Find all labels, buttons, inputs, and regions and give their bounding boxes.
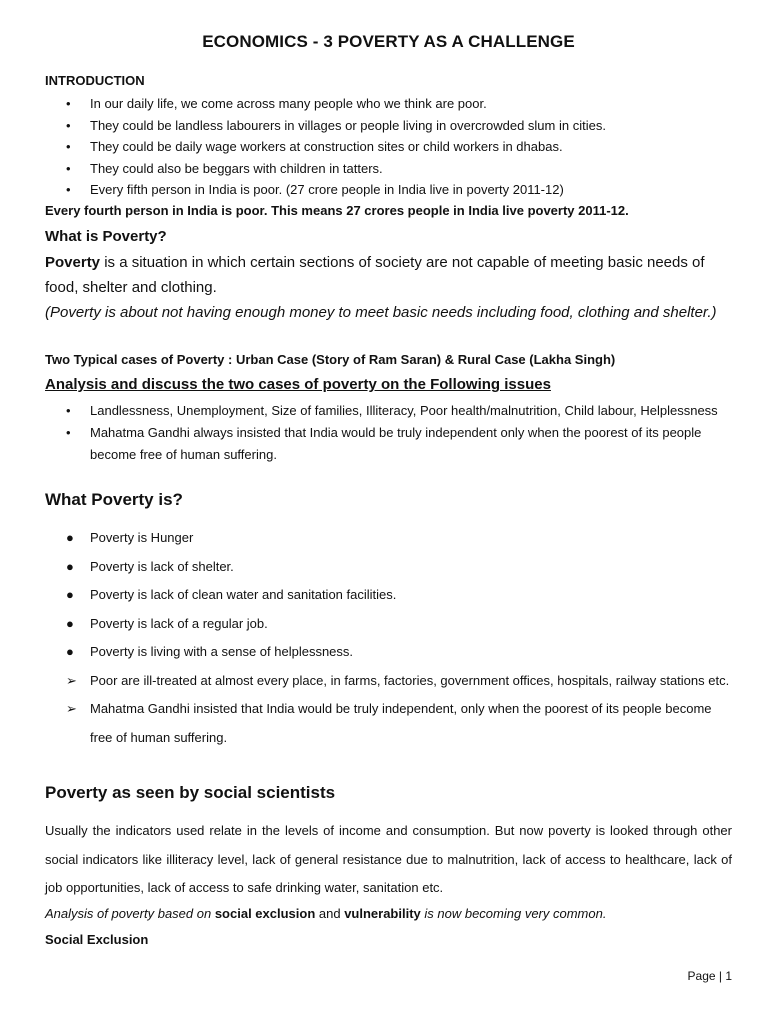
page-number: Page | 1 — [687, 969, 732, 983]
list-item: ● Poverty is living with a sense of helplessness. — [45, 638, 732, 667]
intro-list — [45, 93, 732, 201]
list-item: ➢ Mahatma Gandhi insisted that India would be truly independent, only when the poorest of its people become free of human suffering. — [45, 695, 732, 752]
list-item: ● Poverty is lack of shelter. — [45, 553, 732, 582]
list-item: ➢ Poor are ill-treated at almost every place, in farms, factories, government offices, hospitals, railway stations etc. — [45, 667, 732, 696]
what-poverty-is-heading: What Poverty is? — [45, 490, 183, 509]
bullet-icon: • — [66, 96, 71, 111]
what-is-poverty-heading: What is Poverty? — [45, 228, 167, 245]
poverty-term: Poverty — [45, 254, 101, 271]
social-scientists-paragraph: Usually the indicators used relate in the levels of income and consumption. But now poverty is looked through other social indicators like illiteracy level, lack of general resistance due to malnutrition, lack of access to healthcare, lack of job opportunities, lack of access to safe drinking water, sanitation etc. — [45, 823, 732, 895]
page-title: ECONOMICS - 3 POVERTY AS A CHALLENGE — [202, 32, 575, 51]
social-exclusion-heading: Social Exclusion — [45, 932, 149, 947]
bullet-icon: • — [66, 403, 71, 418]
social-scientists-heading: Poverty as seen by social scientists — [45, 783, 336, 802]
list-item: • They could also be beggars with children in tatters. — [45, 158, 732, 180]
list-item: • They could be landless labourers in villages or people living in overcrowded slum in cities. — [45, 115, 732, 137]
bullet-icon: • — [66, 160, 71, 176]
bullet-icon: • — [66, 139, 71, 155]
list-item: • They could be daily wage workers at construction sites or child workers in dhabas. — [45, 136, 732, 158]
bullet-icon: • — [66, 117, 71, 133]
analysis-heading: Analysis and discuss the two cases of poverty on the Following issues — [45, 376, 551, 393]
bullet-icon: • — [66, 182, 71, 198]
arrow-bullet-icon: ➢ — [66, 672, 77, 688]
exclusion-vulnerability-line: Analysis of poverty based on social exclusion and vulnerability is now becoming very common. — [45, 906, 607, 921]
bullet-icon: • — [66, 425, 71, 440]
list-item: ● Poverty is lack of a regular job. — [45, 610, 732, 639]
dot-bullet-icon: ● — [66, 587, 74, 602]
dot-bullet-icon: ● — [66, 530, 74, 545]
list-item: • Mahatma Gandhi always insisted that India would be truly independent only when the poorest of its people become free of human suffering. — [45, 422, 732, 466]
poverty-statistic: Every fourth person in India is poor. This means 27 crores people in India live poverty 2011-12. — [45, 203, 629, 218]
what-poverty-is-list — [45, 524, 732, 752]
intro-heading: INTRODUCTION — [45, 73, 145, 88]
dot-bullet-icon: ● — [66, 558, 74, 574]
list-item: ● Poverty is Hunger — [45, 524, 732, 553]
list-item: • Landlessness, Unemployment, Size of families, Illiteracy, Poor health/malnutrition, Child labour, Helplessness — [45, 400, 732, 422]
dot-bullet-icon: ● — [66, 644, 74, 659]
list-item: • In our daily life, we come across many people who we think are poor. — [45, 93, 732, 115]
dot-bullet-icon: ● — [66, 615, 74, 631]
list-item: • Every fifth person in India is poor. (27 crore people in India live in poverty 2011-12) — [45, 179, 732, 201]
document-page — [45, 0, 732, 1024]
poverty-definition-italic: (Poverty is about not having enough money to meet basic needs including food, clothing and shelter.) — [45, 304, 717, 321]
cases-line: Two Typical cases of Poverty : Urban Case (Story of Ram Saran) & Rural Case (Lakha Singh) — [45, 352, 616, 367]
poverty-definition: Poverty is a situation in which certain sections of society are not capable of meeting basic needs of food, shelter and clothing. — [45, 254, 705, 296]
issues-list — [45, 400, 732, 466]
list-item: ● Poverty is lack of clean water and sanitation facilities. — [45, 581, 732, 610]
arrow-bullet-icon: ➢ — [66, 701, 77, 716]
